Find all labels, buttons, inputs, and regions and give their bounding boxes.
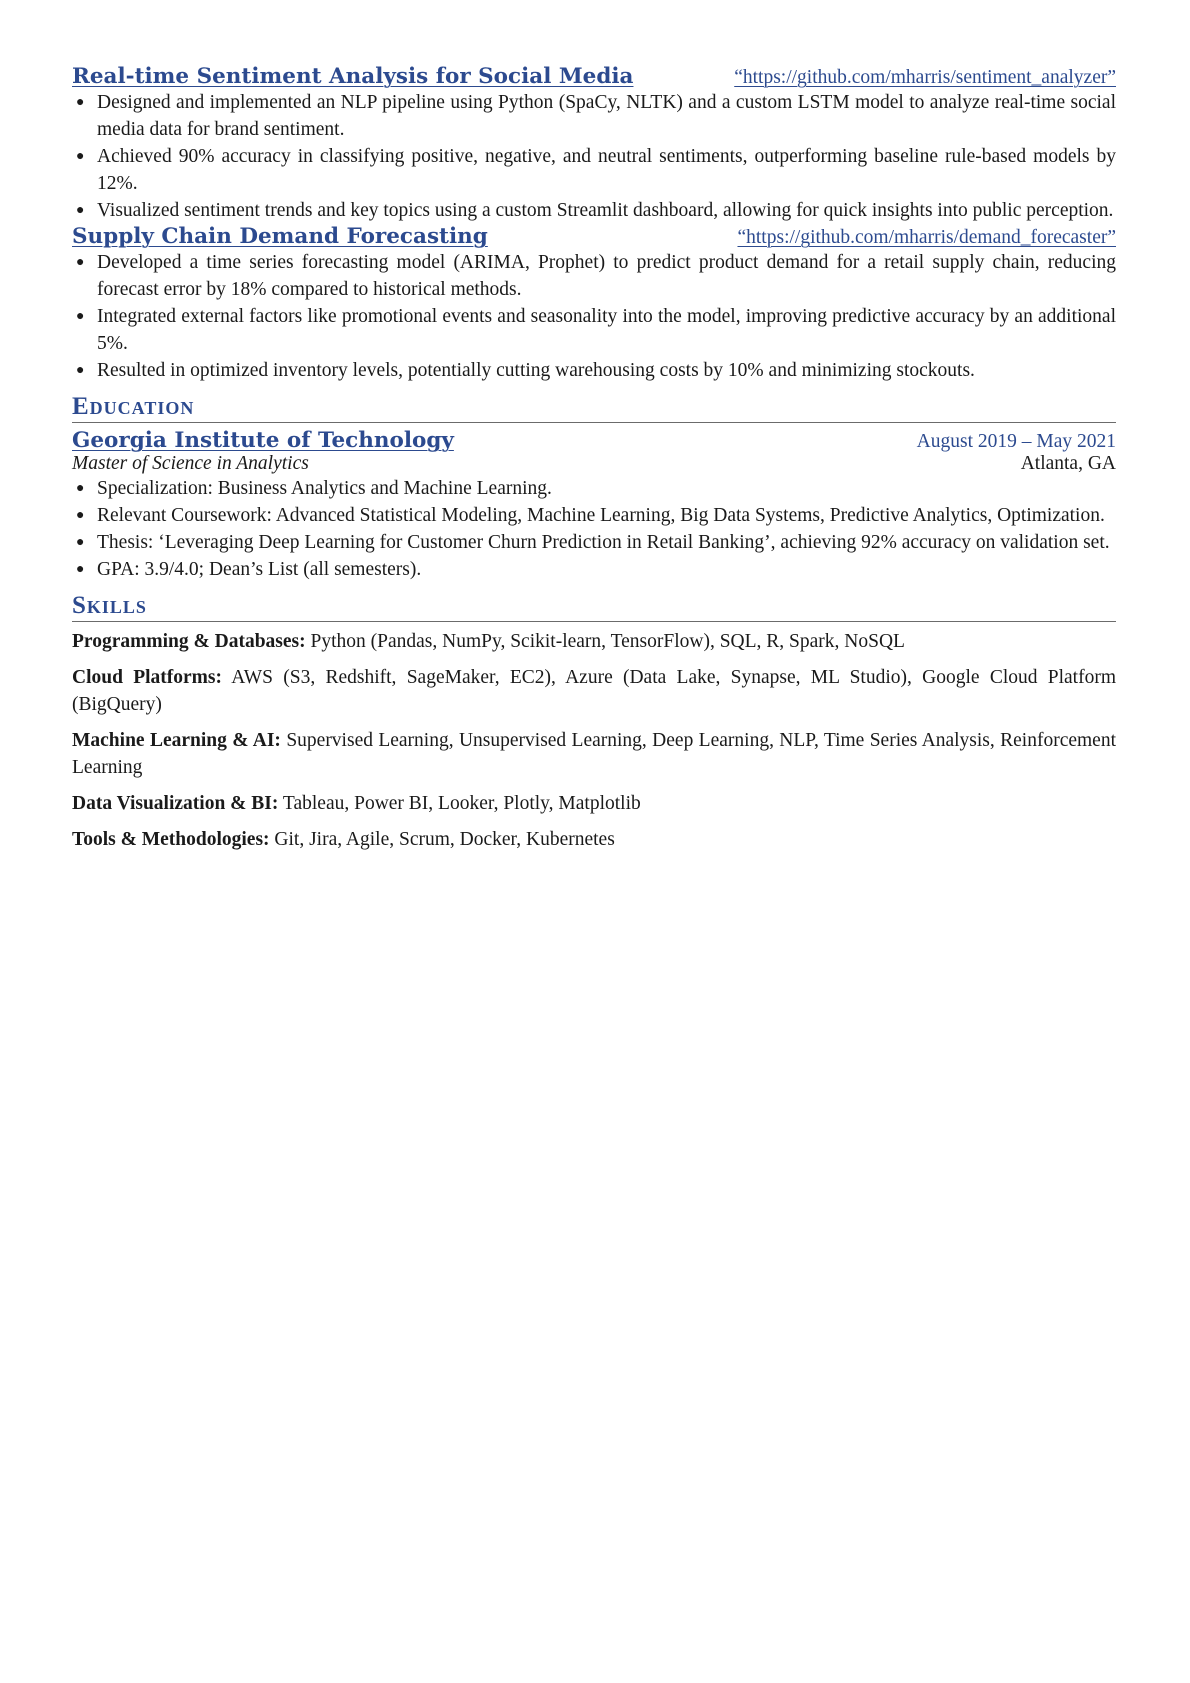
skill-category: Machine Learning & AI: <box>72 730 281 751</box>
bullet-icon: ● <box>76 363 85 378</box>
bullet-icon: ● <box>76 95 85 110</box>
list-item <box>72 89 1116 143</box>
skill-row <box>72 727 1116 781</box>
skill-category: Cloud Platforms: <box>72 667 223 688</box>
skill-values: Tableau, Power BI, Looker, Plotly, Matplotlib <box>282 793 641 814</box>
bullet-text: Resulted in optimized inventory levels, potentially cutting warehousing costs by 10% and minimizing stockouts. <box>97 360 975 381</box>
skill-row <box>72 664 1116 718</box>
bullet-text: Visualized sentiment trends and key topics using a custom Streamlit dashboard, allowing for quick insights into public perception. <box>97 200 1114 221</box>
resume-page <box>72 64 1116 853</box>
github-link[interactable]: “https://github.com/mharris/demand_forecaster” <box>737 227 1116 248</box>
school-name-link[interactable]: Georgia Institute of Technology <box>72 428 454 453</box>
bullet-text: Specialization: Business Analytics and Machine Learning. <box>97 478 552 499</box>
bullet-text: Thesis: ‘Leveraging Deep Learning for Customer Churn Prediction in Retail Banking’, achieving 92% accuracy on validation set. <box>97 532 1110 553</box>
bullet-icon: ● <box>76 203 85 218</box>
project-bullet-list <box>72 249 1116 384</box>
list-item <box>72 249 1116 303</box>
degree-title: Master of Science in Analytics <box>72 453 309 474</box>
bullet-text: GPA: 3.9/4.0; Dean’s List (all semesters). <box>97 559 422 580</box>
list-item <box>72 303 1116 357</box>
skill-values: Python (Pandas, NumPy, Scikit-learn, TensorFlow), SQL, R, Spark, NoSQL <box>310 631 905 652</box>
skills-list <box>72 628 1116 853</box>
project-header <box>72 224 1116 249</box>
bullet-icon: ● <box>76 149 85 164</box>
education-subheader <box>72 453 1116 475</box>
list-item <box>72 357 1116 384</box>
education-bullet-list <box>72 475 1116 583</box>
skill-row <box>72 628 1116 655</box>
list-item <box>72 197 1116 224</box>
project-title-link[interactable]: Supply Chain Demand Forecasting <box>72 224 488 249</box>
bullet-icon: ● <box>76 562 85 577</box>
skill-category: Programming & Databases: <box>72 631 306 652</box>
skill-category: Tools & Methodologies: <box>72 829 270 850</box>
bullet-icon: ● <box>76 508 85 523</box>
bullet-icon: ● <box>76 255 85 270</box>
education-header <box>72 423 1116 453</box>
skill-row <box>72 826 1116 853</box>
skill-row <box>72 790 1116 817</box>
list-item <box>72 502 1116 529</box>
project-header <box>72 64 1116 89</box>
bullet-text: Developed a time series forecasting model (ARIMA, Prophet) to predict product demand for a retail supply chain, reducing forecast error by 18% compared to historical methods. <box>97 252 1116 300</box>
section-heading-education: Education <box>72 392 1116 423</box>
skill-values: Git, Jira, Agile, Scrum, Docker, Kubernetes <box>274 829 615 850</box>
bullet-text: Relevant Coursework: Advanced Statistical Modeling, Machine Learning, Big Data Systems, Predictive Analytics, Optimization. <box>97 505 1105 526</box>
skill-category: Data Visualization & BI: <box>72 793 279 814</box>
skill-values: AWS (S3, Redshift, SageMaker, EC2), Azure (Data Lake, Synapse, ML Studio), Google Cloud Platform (BigQuery) <box>72 667 1116 715</box>
bullet-icon: ● <box>76 481 85 496</box>
project-bullet-list <box>72 89 1116 224</box>
list-item <box>72 556 1116 583</box>
bullet-text: Designed and implemented an NLP pipeline using Python (SpaCy, NLTK) and a custom LSTM model to analyze real-time social media data for brand sentiment. <box>97 92 1116 140</box>
project-title-link[interactable]: Real-time Sentiment Analysis for Social Media <box>72 64 634 89</box>
bullet-icon: ● <box>76 535 85 550</box>
education-dates: August 2019 – May 2021 <box>916 431 1116 452</box>
list-item <box>72 529 1116 556</box>
education-location: Atlanta, GA <box>1020 453 1116 474</box>
github-link[interactable]: “https://github.com/mharris/sentiment_analyzer” <box>734 67 1116 88</box>
section-heading-skills: Skills <box>72 591 1116 622</box>
list-item <box>72 143 1116 197</box>
bullet-text: Achieved 90% accuracy in classifying positive, negative, and neutral sentiments, outperforming baseline rule-based models by 12%. <box>97 146 1116 194</box>
skill-values: Supervised Learning, Unsupervised Learning, Deep Learning, NLP, Time Series Analysis, Reinforcement Learning <box>72 730 1117 778</box>
bullet-icon: ● <box>76 309 85 324</box>
list-item <box>72 475 1116 502</box>
bullet-text: Integrated external factors like promotional events and seasonality into the model, improving predictive accuracy by an additional 5%. <box>97 306 1116 354</box>
